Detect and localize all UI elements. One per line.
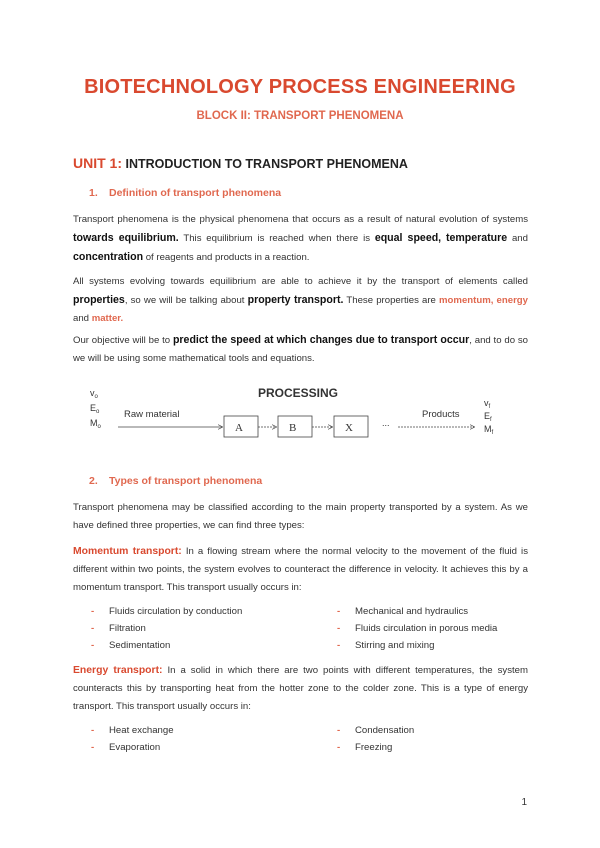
- section-number: 2.: [89, 475, 98, 487]
- text-span: This equilibrium is reached when there is: [178, 233, 375, 244]
- process-box-b-label: B: [289, 422, 297, 434]
- input-energy-label: $E_o$: [90, 403, 100, 415]
- diagram-heading: PROCESSING: [258, 386, 339, 400]
- dash-bullet: -: [337, 640, 341, 651]
- section-title: Definition of transport phenomena: [109, 187, 282, 199]
- list-item: [91, 637, 321, 654]
- paragraph-objective: [73, 331, 528, 368]
- raw-material-label: Raw material: [124, 409, 180, 420]
- text-span: All systems evolving towards equilibrium are able to achieve it by the transport of elements called: [73, 276, 528, 287]
- paragraph-definition: [73, 211, 528, 267]
- list-item: [91, 739, 321, 756]
- text-span: In a flowing stream where the normal velocity to the movement of the fluid is different within two points, the system evolves to counteract the difference in velocity. It achieves this by a momentum transport. This transport usually occurs in:: [73, 546, 528, 593]
- bold-span: properties: [73, 294, 125, 306]
- text-span: and: [507, 233, 528, 244]
- section-number: 1.: [89, 187, 98, 199]
- bold-span: temperature: [445, 232, 508, 244]
- highlight-span: matter.: [91, 313, 124, 324]
- list-item-text: Freezing: [355, 742, 393, 753]
- list-item-text: Sedimentation: [109, 640, 171, 651]
- list-item-text: Fluids circulation by conduction: [109, 606, 243, 617]
- energy-list-right: [337, 722, 537, 756]
- energy-label: Energy transport:: [73, 665, 163, 676]
- list-item: [91, 722, 321, 739]
- text-span: , and to do so we will be using some mathematical tools and equations.: [73, 335, 528, 364]
- energy-list-left: [91, 722, 321, 756]
- list-item-text: Heat exchange: [109, 725, 174, 736]
- text-span: In a solid in which there are two points with different temperatures, the system counteracts this by transporting heat from the hotter zone to the colder zone. This is a type of energy transport. This transport usually occurs in:: [73, 665, 528, 712]
- momentum-label: Momentum transport:: [73, 546, 182, 557]
- input-mass-label: $M_o$: [90, 418, 101, 430]
- dash-bullet: -: [91, 725, 95, 736]
- dash-bullet: -: [91, 623, 95, 634]
- paragraph-properties: [73, 273, 528, 328]
- list-item: [337, 620, 537, 637]
- processing-diagram: [88, 384, 508, 444]
- paragraph-momentum: [73, 543, 528, 597]
- page-number: 1: [521, 797, 527, 808]
- text-span: These properties are: [343, 295, 440, 306]
- list-item: [337, 722, 537, 739]
- list-item-text: Condensation: [355, 725, 415, 736]
- document-title: BIOTECHNOLOGY PROCESS ENGINEERING: [84, 76, 516, 98]
- section-title: Types of transport phenomena: [109, 475, 263, 487]
- unit-heading: [73, 155, 408, 171]
- list-item-text: Fluids circulation in porous media: [355, 623, 498, 634]
- text-span: Transport phenomena is the physical phenomena that occurs as a result of natural evolution of systems: [73, 214, 528, 225]
- momentum-list-right: [337, 603, 537, 654]
- ellipsis: ...: [382, 418, 390, 428]
- list-item-text: Mechanical and hydraulics: [355, 606, 469, 617]
- document-subtitle: BLOCK II: TRANSPORT PHENOMENA: [196, 110, 404, 122]
- products-label: Products: [422, 409, 460, 420]
- paragraph-types: Transport phenomena may be classified according to the main property transported by a system. As we have defined three properties, we can find three types:: [73, 502, 528, 531]
- output-mass-label: $M_f$: [484, 424, 494, 436]
- list-item: [337, 637, 537, 654]
- list-item: [337, 603, 537, 620]
- text-span: and: [73, 313, 92, 324]
- dash-bullet: -: [337, 742, 341, 753]
- section-2-heading: [89, 475, 262, 487]
- output-energy-label: $E_f$: [484, 411, 492, 423]
- bold-span: towards equilibrium.: [73, 232, 179, 244]
- text-span: Our objective will be to: [73, 335, 173, 346]
- paragraph-energy: [73, 662, 528, 716]
- process-box-a-label: A: [235, 422, 243, 434]
- bold-span: property transport.: [247, 294, 344, 306]
- list-item-text: Filtration: [109, 623, 146, 634]
- dash-bullet: -: [337, 725, 341, 736]
- list-item: [337, 739, 537, 756]
- dash-bullet: -: [337, 606, 341, 617]
- text-span: , so we will be talking about: [124, 295, 248, 306]
- text-span: of reagents and products in a reaction.: [143, 252, 310, 263]
- section-1-heading: [89, 187, 281, 199]
- bold-span: predict the speed at which changes due to transport occur: [172, 334, 470, 346]
- process-box-x-label: X: [345, 422, 353, 434]
- dash-bullet: -: [91, 606, 95, 617]
- unit-title: INTRODUCTION TO TRANSPORT PHENOMENA: [125, 157, 408, 171]
- dash-bullet: -: [91, 640, 95, 651]
- dash-bullet: -: [337, 623, 341, 634]
- bold-span: equal speed,: [374, 232, 442, 244]
- list-item: [91, 603, 321, 620]
- list-item-text: Evaporation: [109, 742, 161, 753]
- momentum-list-left: [91, 603, 321, 654]
- highlight-span: momentum, energy: [439, 295, 529, 306]
- bold-span: concentration: [73, 251, 144, 263]
- list-item: [91, 620, 321, 637]
- output-velocity-label: $v_f$: [484, 398, 491, 410]
- dash-bullet: -: [91, 742, 95, 753]
- list-item-text: Stirring and mixing: [355, 640, 435, 651]
- input-velocity-label: $v_o$: [90, 388, 98, 400]
- unit-label: UNIT 1:: [73, 155, 122, 171]
